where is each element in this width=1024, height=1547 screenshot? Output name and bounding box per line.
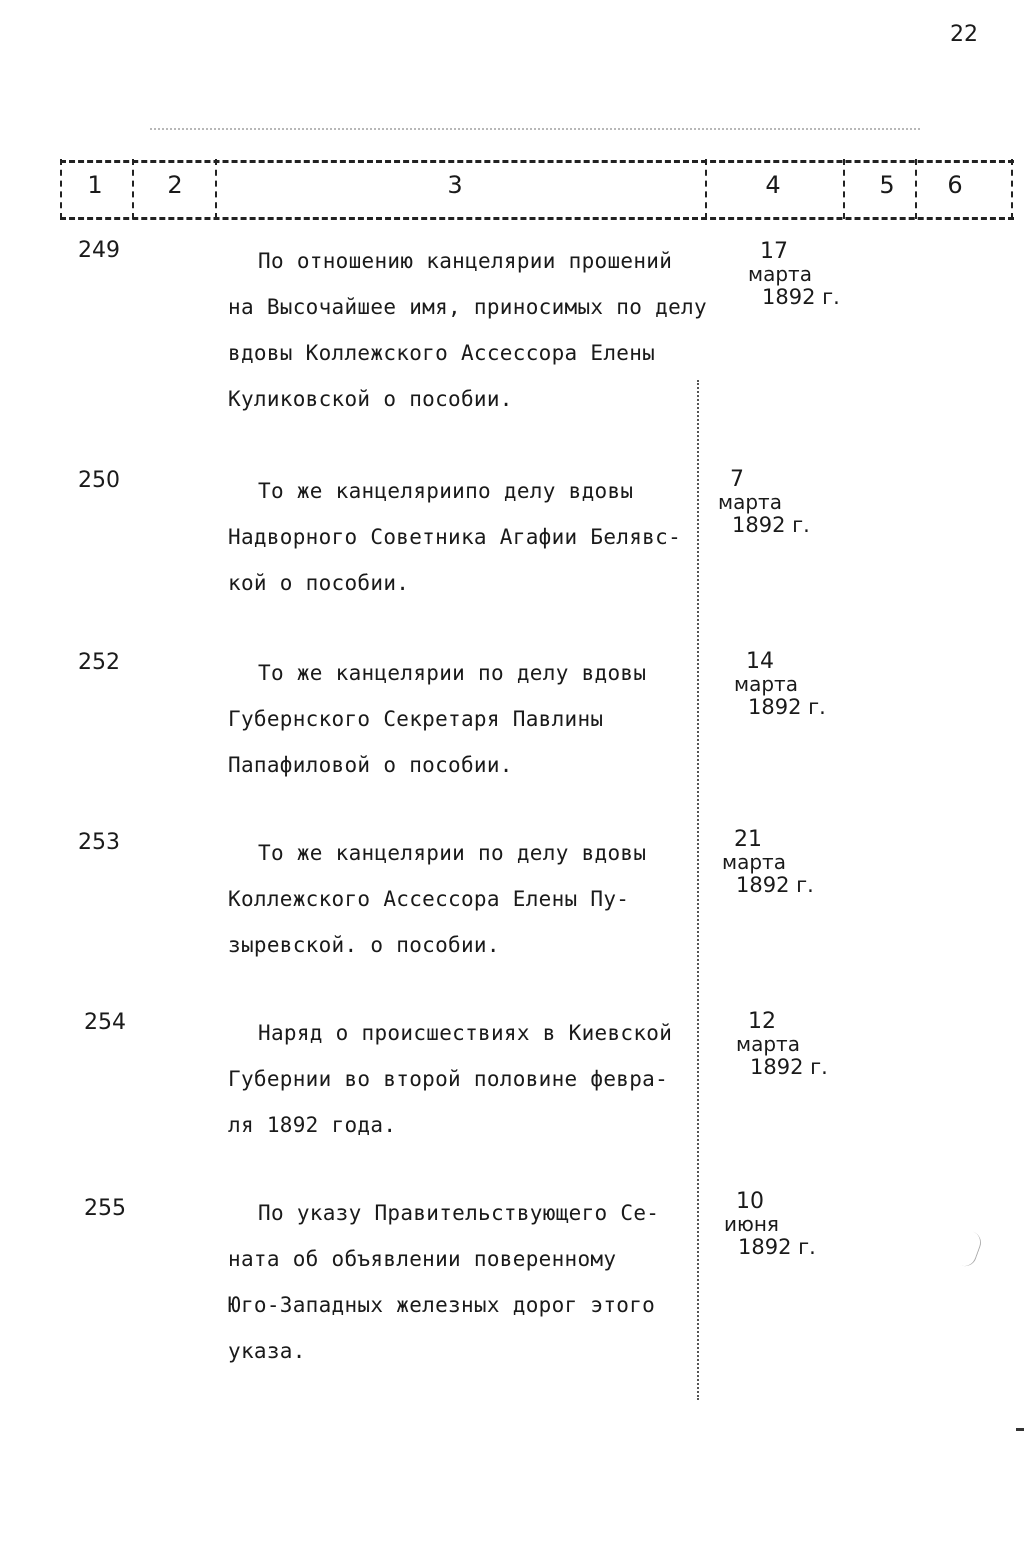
entry-description: [228, 468, 698, 606]
entry-line: То же канцелярии по делу вдовы: [258, 661, 647, 685]
column-header-5: 5: [879, 171, 895, 199]
entry-line: Наряд о происшествиях в Киевской: [258, 1021, 673, 1045]
date-year: 1892 г.: [732, 513, 810, 537]
entry-line: По указу Правительствующего Се-: [258, 1201, 660, 1225]
entry-number: 253: [78, 830, 120, 855]
entry-line: Губернии во второй половине февра-: [228, 1067, 669, 1091]
date-month: марта: [718, 490, 782, 514]
column-separator: [705, 159, 707, 219]
entry-number: 255: [84, 1196, 126, 1221]
entry-line: ля 1892 года.: [228, 1113, 397, 1137]
entry-line: Губернского Секретаря Павлины: [228, 707, 604, 731]
entry-number: 249: [78, 238, 120, 263]
date-year: 1892 г.: [738, 1235, 816, 1259]
entry-line: Надворного Советника Агафии Белявс-: [228, 525, 682, 549]
column-header-6: 6: [947, 171, 963, 199]
pencil-mark: [947, 1226, 985, 1269]
entry-line: кой о пособии.: [228, 571, 410, 595]
entry-line: Куликовской о пособии.: [228, 387, 513, 411]
entry-line: зыревской. о пособии.: [228, 933, 500, 957]
date-day: 12: [748, 1009, 776, 1034]
column-separator: [843, 159, 845, 219]
entry-description: [228, 1190, 698, 1374]
column-header-3: 3: [447, 171, 463, 199]
date-year: 1892 г.: [748, 695, 826, 719]
page-number: 22: [950, 22, 978, 47]
margin-mark: [1016, 1428, 1024, 1431]
entry-description: [228, 1010, 698, 1148]
entry-line: Папафиловой о пособии.: [228, 753, 513, 777]
column-header-2: 2: [167, 171, 183, 199]
entry-date: [724, 1190, 816, 1259]
entry-description: [228, 650, 698, 788]
entry-line: Коллежского Ассессора Елены Пу-: [228, 887, 630, 911]
entry-line: на Высочайшее имя, приносимых по делу: [228, 295, 707, 319]
column-separator: [60, 159, 62, 219]
column-header-4: 4: [765, 171, 781, 199]
date-day: 17: [760, 239, 788, 264]
column-separator: [215, 159, 217, 219]
entry-line: указа.: [228, 1339, 306, 1363]
entry-line: То же канцелярии по делу вдовы: [258, 841, 647, 865]
date-month: марта: [748, 262, 812, 286]
date-month: марта: [734, 672, 798, 696]
table-header: [60, 160, 1014, 220]
date-year: 1892 г.: [736, 873, 814, 897]
entry-description: [228, 830, 698, 968]
column-separator: [915, 159, 917, 219]
entry-number: 250: [78, 468, 120, 493]
column-separator: [1011, 159, 1013, 219]
column-header-1: 1: [87, 171, 103, 199]
date-day: 14: [746, 649, 774, 674]
entry-line: вдовы Коллежского Ассессора Елены: [228, 341, 656, 365]
entry-number: 254: [84, 1010, 126, 1035]
date-year: 1892 г.: [762, 285, 840, 309]
entry-date: [734, 650, 826, 719]
entry-date: [718, 468, 810, 537]
date-month: марта: [722, 850, 786, 874]
dotted-rule: [150, 128, 920, 132]
column-separator: [132, 159, 134, 219]
entry-number: 252: [78, 650, 120, 675]
entry-line: То же канцеляриипо делу вдовы: [258, 479, 634, 503]
entry-date: [736, 1010, 828, 1079]
entry-line: По отношению канцелярии прошений: [258, 249, 673, 273]
date-day: 7: [730, 467, 744, 492]
date-year: 1892 г.: [750, 1055, 828, 1079]
entry-date: [722, 828, 814, 897]
entry-line: Юго-Западных железных дорог этого: [228, 1293, 656, 1317]
entry-date: [748, 240, 840, 309]
entry-description: [228, 238, 707, 422]
date-month: марта: [736, 1032, 800, 1056]
entry-line: ната об объявлении поверенному: [228, 1247, 617, 1271]
date-day: 10: [736, 1189, 764, 1214]
date-month: июня: [724, 1212, 779, 1236]
date-day: 21: [734, 827, 762, 852]
